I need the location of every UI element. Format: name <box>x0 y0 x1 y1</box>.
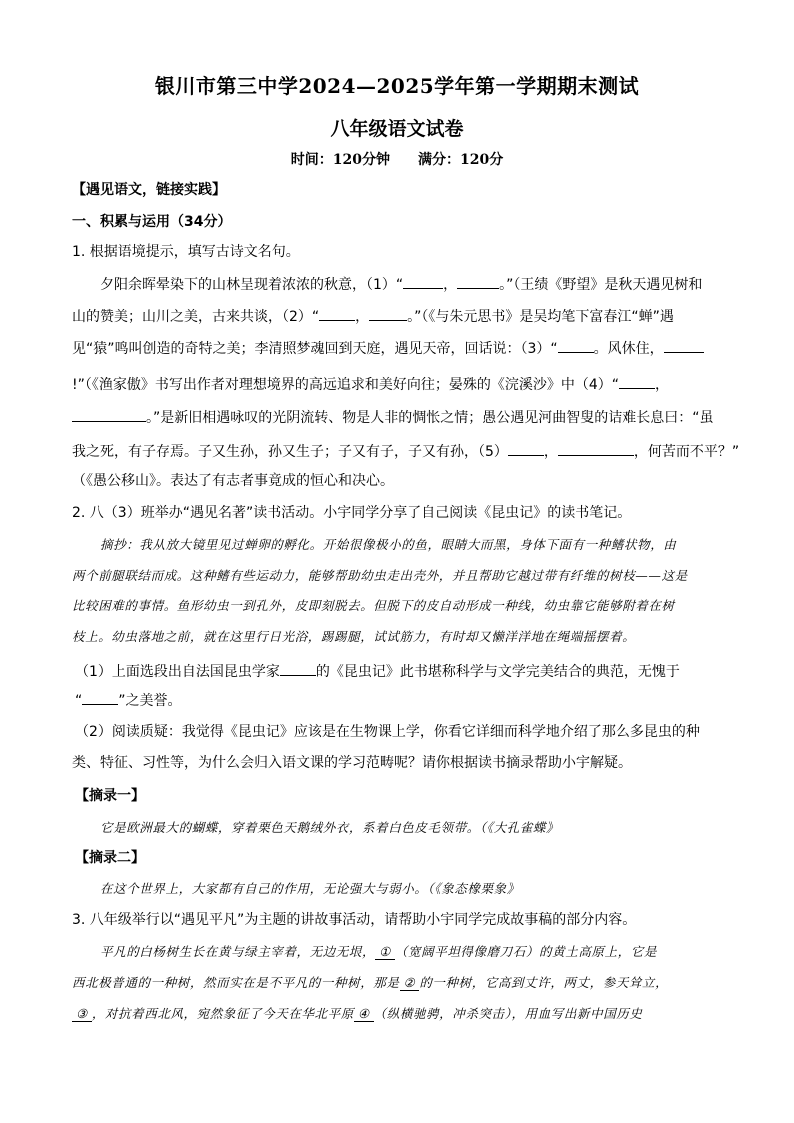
q1-text: ， <box>543 444 558 460</box>
q3-text: 西北极普通的一种树，然而实在是不平凡的一种树，那是 <box>72 975 400 990</box>
q1-text: 。”（《与朱元思书》是吴均笔下富春江“蝉”遇 <box>407 309 674 325</box>
excerpt-line: 摘抄：我从放大镜里见过蝉卵的孵化。开始很像极小的鱼，眼睛大而黑，身体下面有一种鳍状物，由 <box>100 537 677 552</box>
excerpt-two-title: 【摘录二】 <box>75 850 145 866</box>
excerpt-one-text: 它是欧洲最大的蝴蝶，穿着栗色天鹅绒外衣，系着白色皮毛领带。（《大孔雀蝶》 <box>100 820 560 835</box>
q1-stem: 1. 根据语境提示，填写古诗文名句。 <box>72 244 300 260</box>
q1-text: 我之死，有子存焉。子又生孙，孙又生子；子又有子，子又有孙，（5） <box>72 444 508 460</box>
q3-line <box>100 942 657 962</box>
excerpt-line: 两个前腿联结而成。这种鳍有些运动力，能够帮助幼虫走出壳外，并且帮助它越过带有纤维的树枝——这是 <box>72 568 688 583</box>
answer-blank[interactable] <box>558 440 634 456</box>
answer-blank[interactable] <box>457 273 499 289</box>
q3-line <box>72 1004 643 1024</box>
answer-blank[interactable] <box>558 337 594 353</box>
q2-stem: 2. 八（3）班举办“遇见名著”读书活动。小宇同学分享了自己阅读《昆虫记》的读书笔记。 <box>72 505 632 521</box>
answer-blank[interactable] <box>319 305 355 321</box>
q3-line <box>72 973 668 993</box>
excerpt-line: 比较困难的事情。鱼形幼虫一到孔外，皮即刻脱去。但脱下的皮自动形成一种线，幼虫靠它能够附着在树 <box>72 598 675 613</box>
exam-title: 银川市第三中学2024—2025学年第一学期期末测试 <box>154 74 640 98</box>
answer-blank[interactable] <box>664 337 704 353</box>
q1-text: 夕阳余晖晕染下的山林呈现着浓浓的秋意，（1）“ <box>100 277 404 293</box>
q1-text: 山的赞美；山川之美，古来共谈，（2）“ <box>72 309 320 325</box>
q3-text: 的一种树，它高到丈许，两丈，参天耸立， <box>419 975 669 990</box>
q2-text: “ <box>75 693 83 709</box>
q1-line <box>72 373 669 395</box>
q3-text: （宽阔平坦得像磨刀石）的黄土高原上，它是 <box>394 944 657 959</box>
q1-line <box>72 406 714 428</box>
q1-text: ， <box>443 277 458 293</box>
excerpt-two-text: 在这个世界上，大家都有自己的作用，无论强大与弱小。（《象态橡栗象》 <box>100 881 520 896</box>
q1-line <box>100 273 702 295</box>
part1-title: 一、积累与运用（34分） <box>72 214 232 230</box>
answer-blank[interactable] <box>72 406 146 422</box>
q1-line <box>72 305 674 327</box>
q2-part1-cont <box>75 689 182 711</box>
q1-line <box>72 337 704 359</box>
q1-text: ，何苦而不平？” <box>633 444 740 460</box>
q3-text: （纵横驰骋，冲杀突击），用血写出新中国历史 <box>373 1006 643 1021</box>
blank-number-1[interactable]: ① <box>375 944 395 960</box>
q3-text: ，对抗着西北风，宛然象征了今天在华北平原 <box>91 1006 354 1021</box>
q3-text: 平凡的白杨树生长在黄与绿主宰着，无边无垠， <box>100 944 376 959</box>
answer-blank[interactable] <box>369 305 407 321</box>
section-intro: 【遇见语文，链接实践】 <box>72 182 226 198</box>
q1-text: ， <box>655 377 670 393</box>
q3-stem: 3. 八年级举行以“遇见平凡”为主题的讲故事活动，请帮助小宇同学完成故事稿的部分内容。 <box>72 912 637 928</box>
q1-text: 见“猿”鸣叫创造的奇特之美；李清照梦魂回到天庭，遇见天帝，回话说：（3）“ <box>72 341 558 357</box>
q1-text: 。风休住， <box>593 341 664 357</box>
excerpt-one-title: 【摘录一】 <box>75 788 145 804</box>
blank-number-2[interactable]: ② <box>400 975 420 991</box>
answer-blank[interactable] <box>82 689 118 705</box>
q2-text: ”之美誉。 <box>118 693 182 709</box>
q2-part2-cont: 类、特征、习性等，为什么会归入语文课的学习范畴呢？请你根据读书摘录帮助小宇解疑。 <box>72 755 632 771</box>
blank-number-3[interactable]: ③ <box>72 1006 92 1022</box>
q2-part1 <box>75 660 680 682</box>
excerpt-line: 枝上。幼虫落地之前，就在这里行日光浴，踢踢腿，试试筋力，有时却又懒洋洋地在绳端摇摆着。 <box>72 629 636 644</box>
answer-blank[interactable] <box>508 440 544 456</box>
q1-text: 。”是新旧相遇咏叹的光阴流转、物是人非的惆怅之情；愚公遇见河曲智叟的诘难长息曰：“虽 <box>146 410 714 426</box>
answer-blank[interactable] <box>280 660 316 676</box>
q1-text: !”（《渔家傲》书写出作者对理想境界的高远追求和美好向往；晏殊的《浣溪沙》中（4）“ <box>72 377 620 393</box>
q1-text: ， <box>355 309 370 325</box>
exam-subtitle: 八年级语文试卷 <box>330 118 464 140</box>
answer-blank[interactable] <box>403 273 443 289</box>
exam-meta: 时间：120分钟 满分：120分 <box>290 152 504 168</box>
blank-number-4[interactable]: ④ <box>354 1006 374 1022</box>
q1-line <box>72 440 739 462</box>
q2-text: 的《昆虫记》此书堪称科学与文学完美结合的典范，无愧于 <box>315 664 680 680</box>
q1-text: 。”（王绩《野望》是秋天遇见树和 <box>499 277 703 293</box>
q1-line: （《愚公移山》。表达了有志者事竟成的恒心和决心。 <box>72 473 394 489</box>
answer-blank[interactable] <box>619 373 655 389</box>
q2-text: （1）上面选段出自法国昆虫学家 <box>75 664 280 680</box>
q2-part2: （2）阅读质疑：我觉得《昆虫记》应该是在生物课上学，你看它详细而科学地介绍了那么多昆虫的种 <box>75 724 700 740</box>
